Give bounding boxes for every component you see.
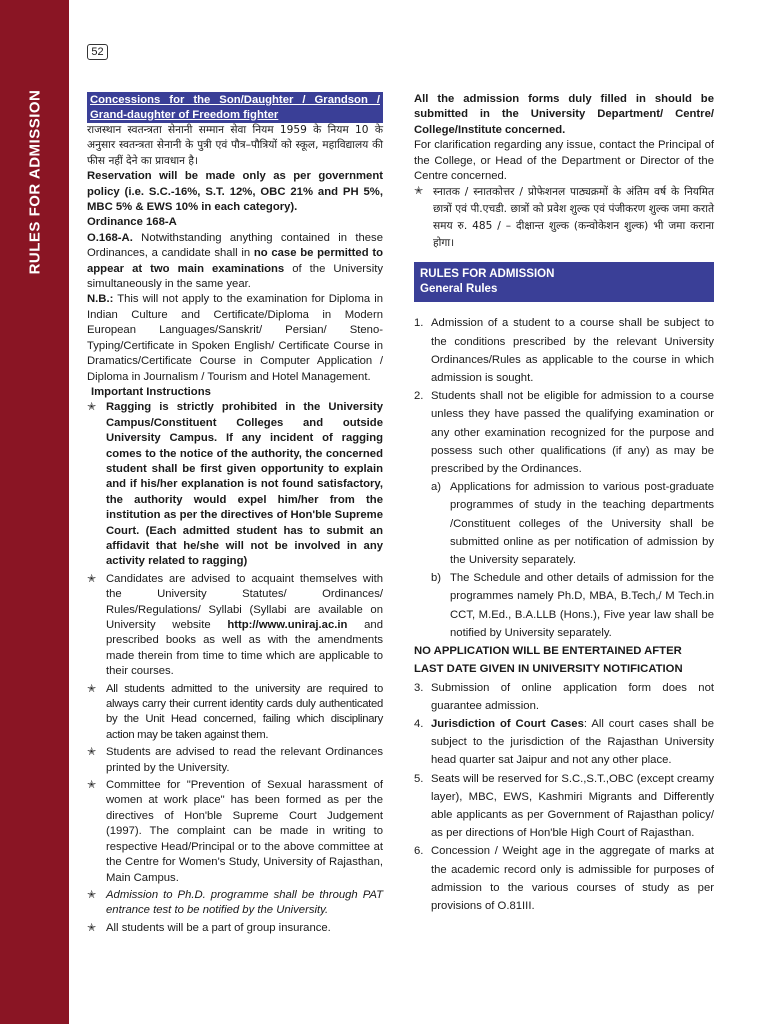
rule-text <box>431 715 714 770</box>
rule4-text: : All court cases shall be subject to the jurisdiction of the Rajasthan University head quarter sat Jaipur and not any other place. <box>431 717 714 767</box>
rule-text: Applications for admission to various post-graduate programmes of study in the teaching departments /Constituent colleges of the University shall be submitted online as per notification of admission by the University separately. <box>450 481 714 567</box>
nb-label: N.B.: <box>87 293 114 306</box>
hindi-star-item <box>414 184 714 252</box>
rule-number: a) <box>431 481 442 494</box>
important-heading: Important Instructions <box>91 385 211 398</box>
left-column <box>87 92 383 936</box>
nb-text: This will not apply to the examination for Diploma in Indian Culture and Certificate/Diploma in Modern European Languages/Sanskrit/ Persian/ Steno-Typing/Certificate in Spoken English/ Certificate Course in Dramatics/Certificate Course in Computer Application / Diploma in Journalism / Tourism and Hotel Management. <box>87 293 383 383</box>
general-rules-heading: General Rules <box>420 283 498 296</box>
star-bullet-icon: ✭ <box>87 921 97 934</box>
identity-item <box>87 682 383 744</box>
committee-item <box>87 778 383 886</box>
rule-number: 4. <box>414 717 424 730</box>
phd-item <box>87 888 383 919</box>
nb-paragraph <box>87 292 383 384</box>
page-number: 52 <box>87 44 108 60</box>
identity-text: All students admitted to the university are required to always carry their current identity cards duly authenticated by the Unit Head concerned, failing which disciplinary action may be taken against them. <box>106 682 383 741</box>
star-bullet-icon: ✭ <box>414 185 424 198</box>
ordinances-text: Students are advised to read the relevant Ordinances printed by the University. <box>106 746 383 774</box>
right-column <box>414 92 714 915</box>
rules-heading: RULES FOR ADMISSION <box>420 268 555 281</box>
ordinances-item <box>87 745 383 776</box>
acquaint-item <box>87 572 383 680</box>
rule-item-4 <box>414 715 714 770</box>
acquaint-text-1: Candidates are advised to acquaint themselves with the University Statutes/ Ordinances/ Rules/Regulations/ Syllabi (Syllabi are available on University website <box>106 572 383 631</box>
o168-text-2: of the University simultaneously in the same year. <box>87 262 383 291</box>
rule4-label: Jurisdiction of Court Cases <box>431 717 584 730</box>
reservation-text: Reservation will be made only as per government policy (i.e. S.C.-16%, S.T. 12%, OBC 21% and PH 5%, MBC 5% & EWS 10% in each category). <box>87 170 383 214</box>
rule-number: 6. <box>414 845 424 858</box>
ragging-item <box>87 400 383 569</box>
rule-item-5 <box>414 770 714 843</box>
acquaint-text-2: and prescribed books as well as with the amendments made therein from time to time which are applicable to their courses. <box>106 619 383 678</box>
university-website-link[interactable]: http://www.uniraj.ac.in <box>227 619 348 631</box>
star-bullet-icon: ✭ <box>87 888 97 901</box>
star-bullet-icon: ✭ <box>87 779 97 792</box>
rules-banner <box>414 262 714 302</box>
hindi-paragraph: राजस्थान स्वतन्त्रता सेनानी सम्मान सेवा नियम 1959 के नियम 10 के अनुसार स्वतन्त्रता सेनानी के पुत्री एवं पौत्र–पौत्रियों को स्कूल, महाविद्यालय की फीस नहीं देने का प्रावधान है। <box>87 124 383 167</box>
star-bullet-icon: ✭ <box>87 401 97 414</box>
acquaint-text <box>106 572 383 680</box>
rule-text: Admission of a student to a course shall be subject to the conditions prescribed by the relevant University Ordinances/Rules as applicable to the course in which admission is sought. <box>431 317 714 385</box>
ragging-text: Ragging is strictly prohibited in the University Campus/Constituent Colleges and outside University Campus. If any incident of ragging comes to the notice of the authority, the concerned student shall be first given opportunity to explain and if his/her explanation is not found satisfactory, the authority would expel him/her from the institution as per the directives of Hon'ble Supreme Court. (Each admitted student has to submit an affidavit that he/she will not be involved in any activity related to ragging) <box>106 401 383 568</box>
committee-text: Committee for "Prevention of Sexual harassment of women at work place" has been formed as per the directives of Hon'ble Supreme Court Judgement (1997). The complaint can be made in writing to respective Head/Principal or to the above committee at the Centre for Women's Study, University of Rajasthan, Main Campus. <box>106 779 383 884</box>
hindi-star-text: स्नातक / स्नातकोत्तर / प्रोफेशनल पाठ्यक्रमों के अंतिम वर्ष के नियमित छात्रों एवं पी.एचडी. छात्रों को प्रवेश शुल्क एवं पंजीकरण शुल्क जमा कराते समय रु. 485 / – दीक्षान्त शुल्क (कन्वोकेशन शुल्क) भी जमा कराना होगा। <box>433 186 714 250</box>
o168-text-1: Notwithstanding anything contained in these Ordinances, a candidate shall in <box>87 231 383 260</box>
star-bullet-icon: ✭ <box>87 682 97 695</box>
side-strip <box>0 0 69 1024</box>
rule-item-1 <box>414 314 714 387</box>
rule-text: Submission of online application form does not guarantee admission. <box>431 681 714 712</box>
rule-text: The Schedule and other details of admission for the programmes namely Ph.D, MBA, B.Tech,/ M Tech.in CCT, M.Ed., B.A.LLB (Hons.), Five year law shall be notified by University separately. <box>450 572 714 639</box>
concessions-heading: Concessions for the Son/Daughter / Grandson / Grand-daughter of Freedom fighter <box>87 92 383 123</box>
rule-item-2a <box>414 478 714 569</box>
insurance-text: All students will be a part of group insurance. <box>106 921 331 934</box>
rule-item-6 <box>414 842 714 915</box>
no-application-notice: NO APPLICATION WILL BE ENTERTAINED AFTER LAST DATE GIVEN IN UNIVERSITY NOTIFICATION <box>414 645 683 676</box>
star-bullet-icon: ✭ <box>87 746 97 759</box>
forms-submission: All the admission forms duly filled in should be submitted in the University Department/ Centre/ College/Institute concerned. <box>414 93 714 136</box>
side-title: RULES FOR ADMISSION <box>26 89 44 275</box>
o168-label: O.168-A. <box>87 231 133 244</box>
rule-text: Concession / Weight age in the aggregate of marks at the academic record only is admissible for purposes of admission to the various courses of study as per provisions of O.81III. <box>431 845 714 912</box>
rule-item-3 <box>414 679 714 715</box>
rule-number: 5. <box>414 772 424 785</box>
rule-number: 1. <box>414 317 424 330</box>
ordinance-heading: Ordinance 168-A <box>87 216 177 229</box>
o168-bold: no case be permitted to appear at two main examinations <box>87 247 383 275</box>
rule-number: 2. <box>414 390 424 403</box>
star-bullet-icon: ✭ <box>87 572 97 585</box>
rule-number: 3. <box>414 681 424 694</box>
rule-number: b) <box>431 572 442 585</box>
ordinance-168a <box>87 231 383 293</box>
rule-text: Students shall not be eligible for admission to a course unless they have passed the qualifying examination or any other examination recognized for the purpose and possess such other qualifications (if any) as may be prescribed by the Ordinances. <box>431 390 714 476</box>
rule-item-2 <box>414 387 714 478</box>
rule-item-2b <box>414 569 714 642</box>
rule-text: Seats will be reserved for S.C.,S.T.,OBC (except creamy layer), MBC, EWS, Kashmiri Migrants and Differently able applicants as per Government of Rajasthan policy/ as per directions of Hon'ble High Court of Rajasthan. <box>431 772 714 840</box>
insurance-item <box>87 921 383 936</box>
phd-text: Admission to Ph.D. programme shall be through PAT entrance test to be notified by the University. <box>106 888 383 917</box>
rules-list <box>414 314 714 915</box>
clarification-text: For clarification regarding any issue, contact the Principal of the College, or Head of the Department or Director of the Centre concerned. <box>414 139 714 183</box>
